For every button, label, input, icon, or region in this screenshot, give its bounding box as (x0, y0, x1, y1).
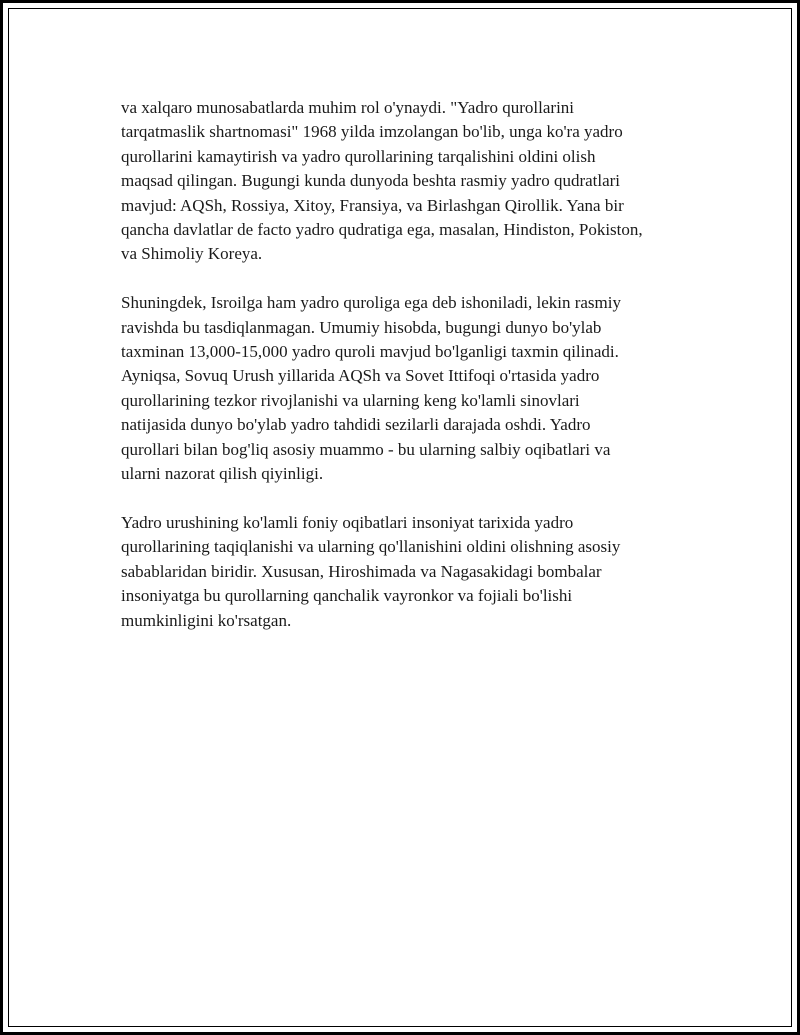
paragraph-1: va xalqaro munosabatlarda muhim rol o'ynaydi. "Yadro qurollarini tarqatmaslik shartnomasi" 1968 yilda imzolangan bo'lib, unga ko'ra yadro qurollarini kamaytirish va yadro qurollarining tarqalishini oldini olish maqsad qilingan. Bugungi kunda dunyoda beshta rasmiy yadro qudratlari mavjud: AQSh, Rossiya, Xitoy, Fransiya, va Birlashgan Qirollik. Yana bir qancha davlatlar de facto yadro qudratiga ega, masalan, Hindiston, Pokiston, va Shimoliy Koreya. (121, 98, 643, 264)
document-body (121, 96, 695, 657)
paragraph-3: Yadro urushining ko'lamli foniy oqibatlari insoniyat tarixida yadro qurollarining taqiqlanishi va ularning qo'llanishini oldini olishning asosiy sabablaridan biridir. Xususan, Hiroshimada va Nagasakidagi bombalar insoniyatga bu qurollarning qanchalik vayronkor va fojiali bo'lishi mumkinligini ko'rsatgan. (121, 512, 621, 630)
paragraph-2: Shuningdek, Isroilga ham yadro quroliga ega deb ishoniladi, lekin rasmiy ravishda bu tasdiqlanmagan. Umumiy hisobda, bugungi dunyo bo'ylab taxminan 13,000-15,000 yadro quroli mavjud bo'lganligi taxmin qilinadi. Ayniqsa, Sovuq Urush yillarida AQSh va Sovet Ittifoqi o'rtasida yadro qurollarining tezkor rivojlanishi va ularning keng ko'lamli sinovlari natijasida dunyo bo'ylab yadro tahdidi sezilarli darajada oshdi. Yadro qurollari bilan bog'liq asosiy muammo - bu ularning salbiy oqibatlari va ularni nazorat qilish qiyinligi. (121, 293, 621, 484)
